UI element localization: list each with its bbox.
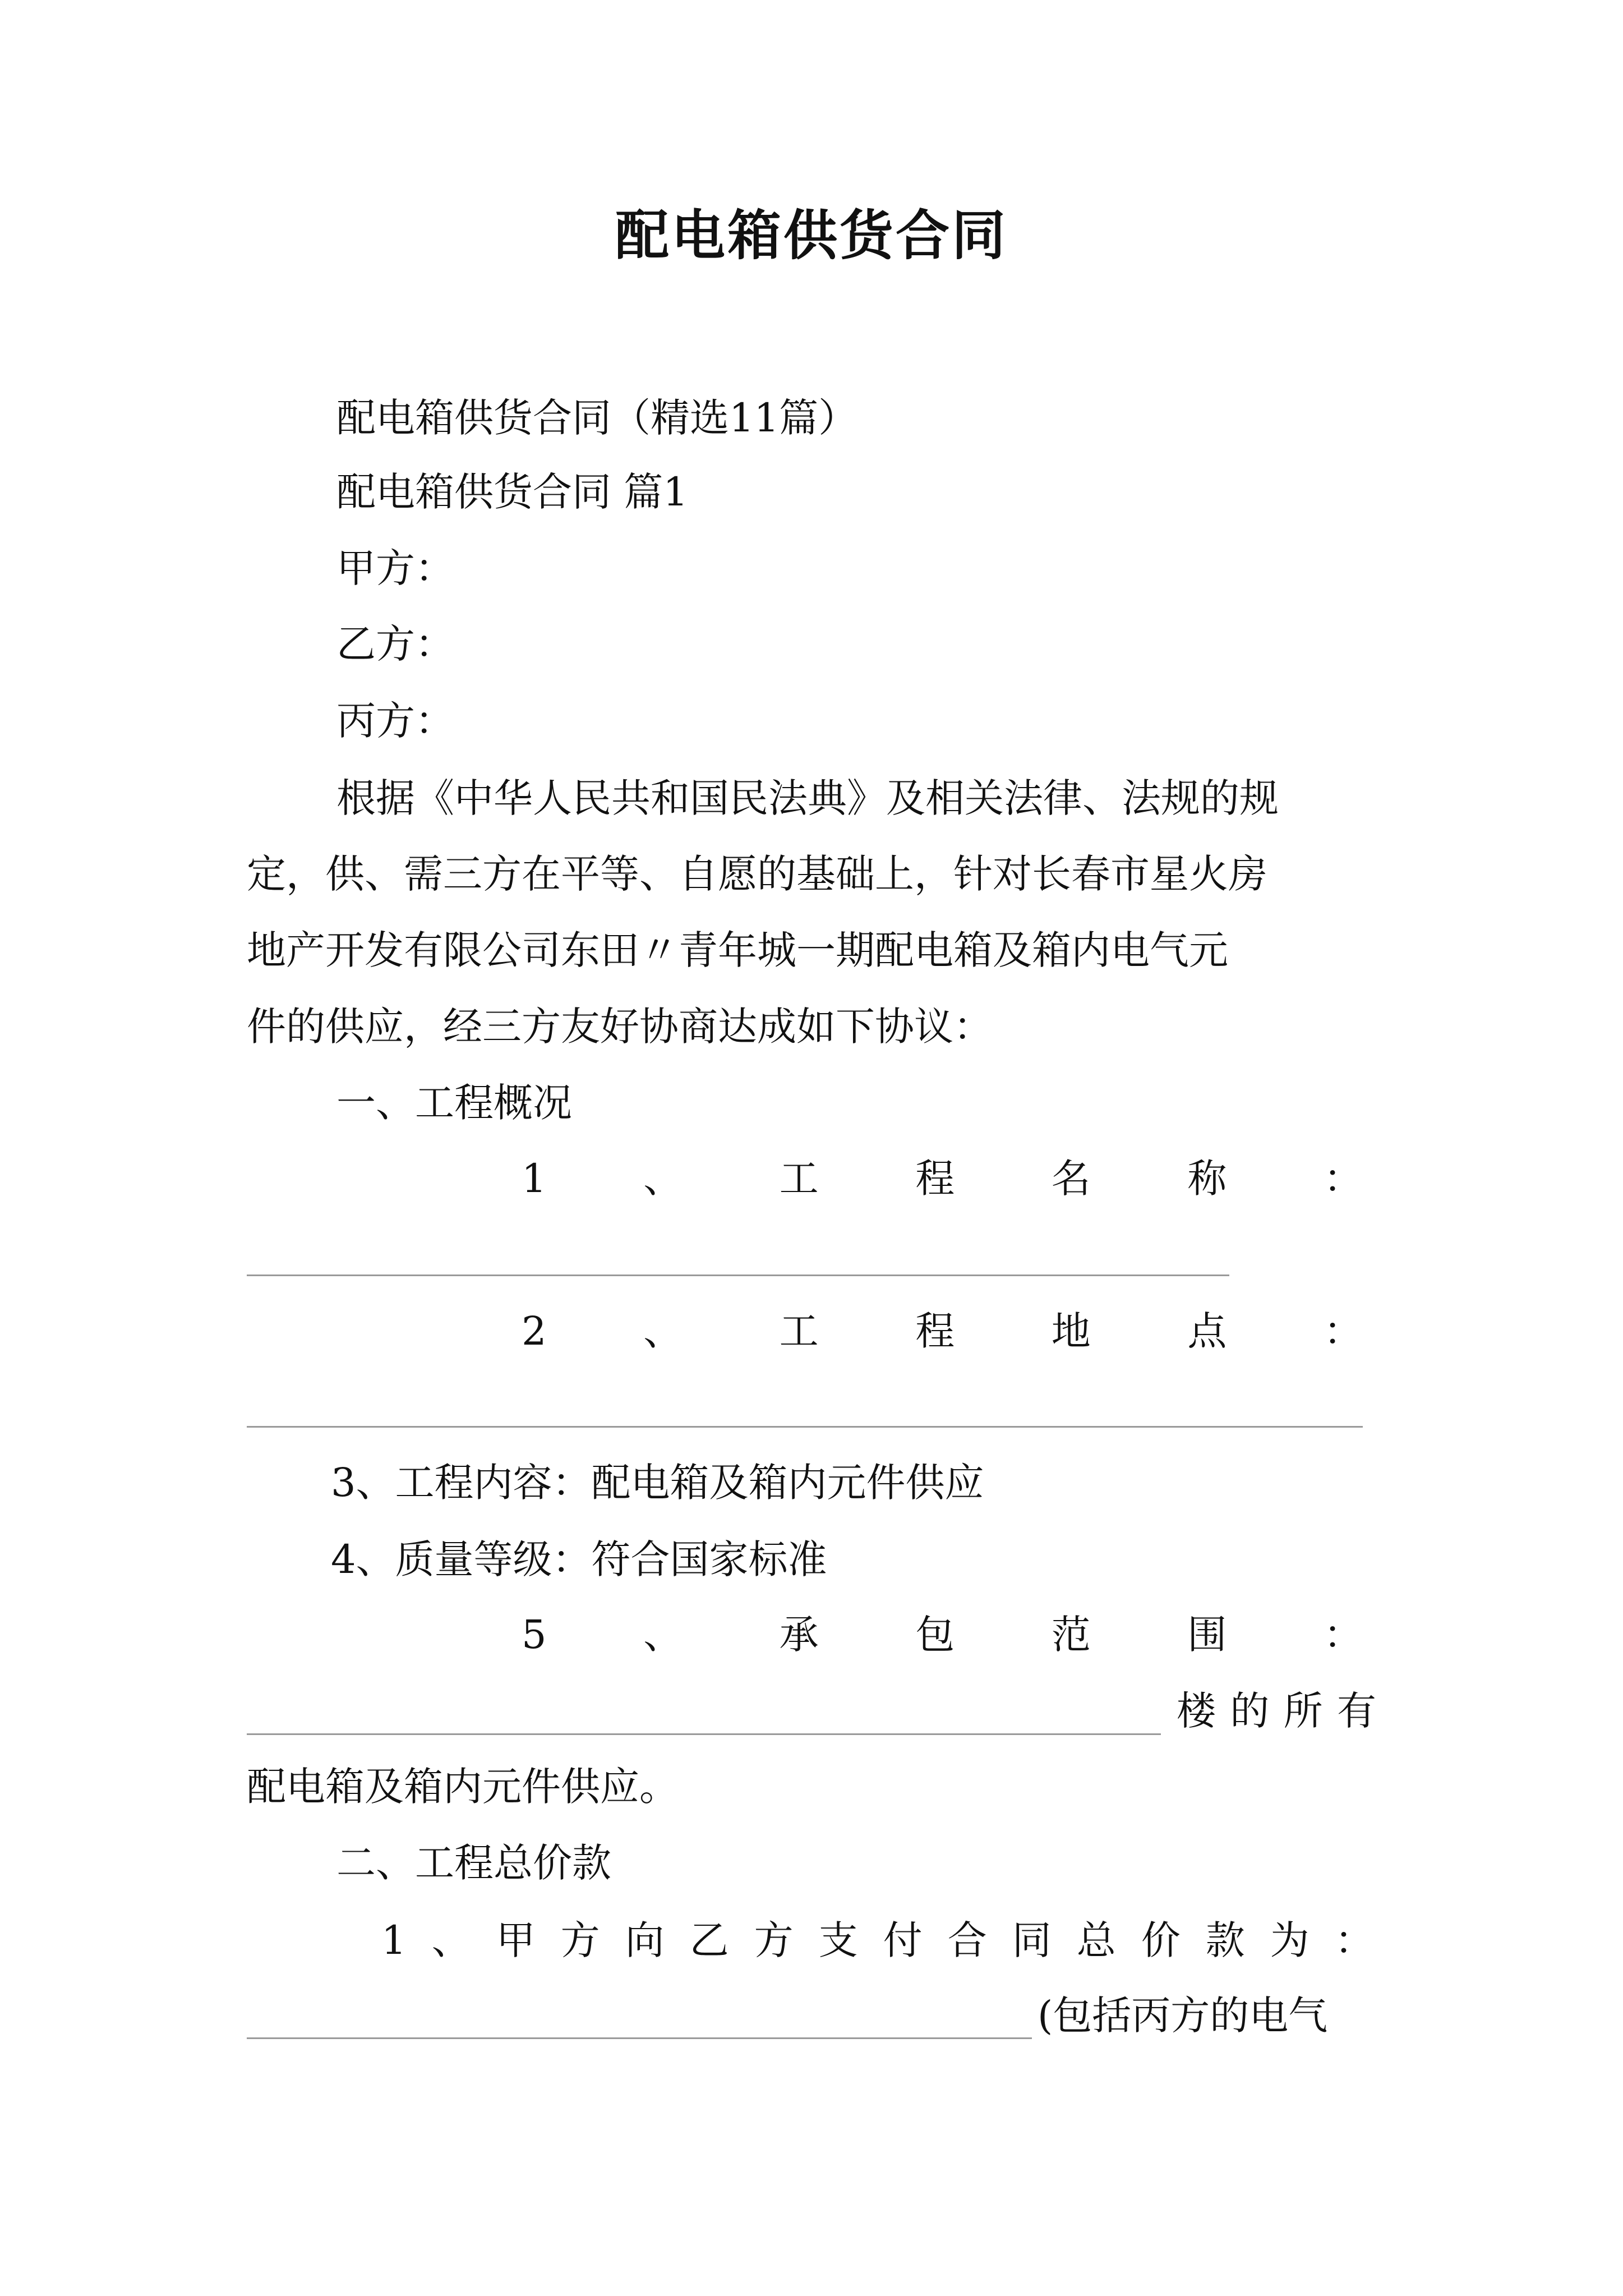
item-char: ： — [1323, 1308, 1363, 1354]
item-char: 、 — [643, 1308, 683, 1354]
item-char: 范 — [1051, 1612, 1091, 1658]
item-char: 有 — [1336, 1688, 1376, 1734]
blank-line-project-name — [247, 1274, 1229, 1276]
item-scope-tail — [1177, 1686, 1376, 1736]
item-char: 程 — [915, 1308, 955, 1354]
party-a-label: 甲方： — [336, 545, 454, 591]
item-char: 甲 — [496, 1917, 536, 1963]
item-char: 包 — [915, 1612, 955, 1658]
intro-line-1: 根据《中华人民共和国民法典》及相关法律、法规的规 — [336, 775, 1279, 821]
item-scope — [522, 1609, 1363, 1660]
item-char: 承 — [779, 1612, 819, 1658]
item-char: 方 — [754, 1917, 794, 1963]
item-char: 的 — [1230, 1688, 1270, 1734]
heading-total-price: 二、工程总价款 — [336, 1840, 611, 1886]
item-char: 所 — [1283, 1688, 1323, 1734]
item-char: 、 — [643, 1156, 683, 1202]
intro-line-3: 地产开发有限公司东田〃青年城一期配电箱及箱内电气元 — [247, 927, 1228, 973]
item-char: ： — [1323, 1156, 1363, 1202]
item-scope-continuation: 配电箱及箱内元件供应。 — [247, 1764, 679, 1810]
item-char: 为 — [1270, 1917, 1310, 1963]
document-subtitle: 配电箱供货合同（精选11篇） — [336, 395, 858, 441]
item-char: 程 — [915, 1156, 955, 1202]
blank-line-project-location — [247, 1426, 1363, 1428]
item-char: 5 — [522, 1612, 547, 1658]
item-char: 围 — [1187, 1612, 1227, 1658]
item-char: ： — [1323, 1612, 1363, 1658]
item-char: 2 — [522, 1308, 547, 1354]
item-char: 、 — [643, 1612, 683, 1658]
intro-line-2: 定，供、需三方在平等、自愿的基础上，针对长春市星火房 — [247, 851, 1267, 897]
item-char: 价 — [1141, 1917, 1181, 1963]
party-b-label: 乙方： — [336, 621, 454, 667]
item-char: 付 — [883, 1917, 923, 1963]
item-char: 同 — [1012, 1917, 1052, 1963]
item-char: 方 — [560, 1917, 600, 1963]
item-char: 工 — [779, 1156, 819, 1202]
intro-line-4: 件的供应，经三方友好协商达成如下协议： — [247, 1004, 993, 1050]
item-char: 名 — [1051, 1156, 1091, 1202]
item-char: 款 — [1205, 1917, 1245, 1963]
item-project-name — [522, 1153, 1363, 1204]
item-char: 地 — [1051, 1308, 1091, 1354]
item-char: 1 — [522, 1156, 547, 1202]
item-char: 、 — [431, 1917, 471, 1963]
item-char: 1 — [381, 1917, 407, 1963]
item-char: 乙 — [689, 1917, 729, 1963]
blank-line-scope — [247, 1733, 1161, 1735]
price-note: (包括丙方的电气 — [1038, 1993, 1328, 2039]
item-contract-price — [381, 1915, 1374, 1966]
blank-line-contract-price — [247, 2037, 1032, 2039]
item-char: 点 — [1187, 1308, 1227, 1354]
item-char: 总 — [1076, 1917, 1116, 1963]
item-project-content: 3、工程内容：配电箱及箱内元件供应 — [331, 1460, 984, 1506]
item-char: 工 — [779, 1308, 819, 1354]
party-c-label: 丙方： — [336, 698, 454, 744]
document-title: 配电箱供货合同 — [615, 204, 1008, 267]
section-heading: 配电箱供货合同 篇1 — [336, 469, 688, 515]
item-char: 向 — [625, 1917, 665, 1963]
item-quality-level: 4、质量等级：符合国家标准 — [331, 1536, 827, 1582]
item-char: 支 — [818, 1917, 858, 1963]
heading-project-overview: 一、工程概况 — [336, 1080, 572, 1126]
item-char: 楼 — [1177, 1688, 1216, 1734]
item-char: 称 — [1187, 1156, 1227, 1202]
item-project-location — [522, 1306, 1363, 1356]
item-char: 合 — [947, 1917, 987, 1963]
item-char: ： — [1334, 1917, 1374, 1963]
